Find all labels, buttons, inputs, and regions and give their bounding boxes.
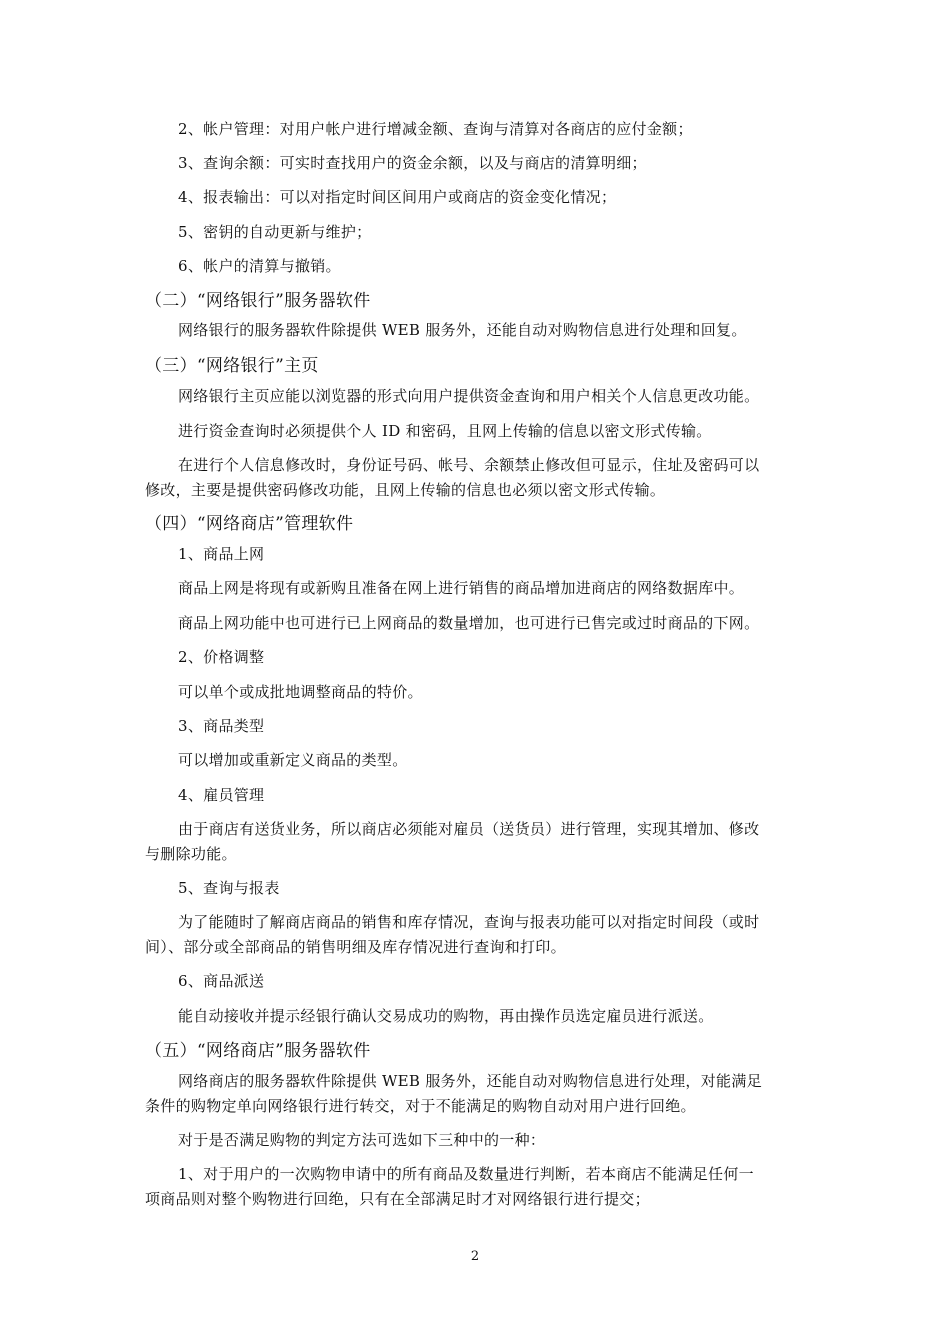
paragraph-line: 进行资金查询时必须提供个人 ID 和密码，且网上传输的信息以密文形式传输。 [178, 422, 712, 440]
list-item: 1、商品上网 [178, 545, 265, 563]
paragraph-line: 为了能随时了解商店商品的销售和库存情况，查询与报表功能可以对指定时间段（或时 [178, 913, 760, 931]
paragraph-line: 网络银行的服务器软件除提供 WEB 服务外，还能自动对购物信息进行处理和回复。 [178, 321, 747, 339]
paragraph-line: 项商品则对整个购物进行回绝，只有在全部满足时才对网络银行进行提交； [145, 1190, 650, 1208]
paragraph-line: 在进行个人信息修改时，身份证号码、帐号、余额禁止修改但可显示，住址及密码可以 [178, 456, 760, 474]
paragraph-line: 1、对于用户的一次购物申请中的所有商品及数量进行判断，若本商店不能满足任何一 [178, 1165, 754, 1183]
section-heading: （二）“网络银行”服务器软件 [145, 291, 371, 311]
paragraph-line: 由于商店有送货业务，所以商店必须能对雇员（送货员）进行管理，实现其增加、修改 [178, 820, 760, 838]
list-item: 2、帐户管理：对用户帐户进行增减金额、查询与清算对各商店的应付金额； [178, 120, 693, 138]
section-heading: （五）“网络商店”服务器软件 [145, 1041, 371, 1061]
list-item: 3、商品类型 [178, 717, 265, 735]
list-item: 6、商品派送 [178, 972, 265, 990]
list-item: 5、密钥的自动更新与维护； [178, 223, 372, 241]
paragraph-line: 与删除功能。 [145, 845, 237, 863]
list-item: 3、查询余额：可实时查找用户的资金余额，以及与商店的清算明细； [178, 154, 647, 172]
paragraph-line: 可以单个或成批地调整商品的特价。 [178, 683, 423, 701]
paragraph-line: 可以增加或重新定义商品的类型。 [178, 751, 408, 769]
paragraph-line: 对于是否满足购物的判定方法可选如下三种中的一种： [178, 1131, 546, 1149]
paragraph-line: 间）、部分或全部商品的销售明细及库存情况进行查询和打印。 [145, 938, 566, 956]
paragraph-line: 商品上网是将现有或新购且准备在网上进行销售的商品增加进商店的网络数据库中。 [178, 579, 745, 597]
paragraph-line: 条件的购物定单向网络银行进行转交，对于不能满足的购物自动对用户进行回绝。 [145, 1097, 696, 1115]
list-item: 2、价格调整 [178, 648, 265, 666]
paragraph-line: 商品上网功能中也可进行已上网商品的数量增加，也可进行已售完或过时商品的下网。 [178, 614, 760, 632]
paragraph-line: 网络银行主页应能以浏览器的形式向用户提供资金查询和用户相关个人信息更改功能。 [178, 387, 760, 405]
list-item: 5、查询与报表 [178, 879, 280, 897]
section-heading: （三）“网络银行”主页 [145, 356, 319, 376]
paragraph-line: 修改，主要是提供密码修改功能，且网上传输的信息也必须以密文形式传输。 [145, 481, 666, 499]
page-number: 2 [470, 1249, 480, 1264]
list-item: 4、雇员管理 [178, 786, 265, 804]
paragraph-line: 网络商店的服务器软件除提供 WEB 服务外，还能自动对购物信息进行处理，对能满足 [178, 1072, 762, 1090]
list-item: 4、报表输出：可以对指定时间区间用户或商店的资金变化情况； [178, 188, 617, 206]
section-heading: （四）“网络商店”管理软件 [145, 514, 354, 534]
paragraph-line: 能自动接收并提示经银行确认交易成功的购物，再由操作员选定雇员进行派送。 [178, 1007, 714, 1025]
list-item: 6、帐户的清算与撤销。 [178, 257, 341, 275]
